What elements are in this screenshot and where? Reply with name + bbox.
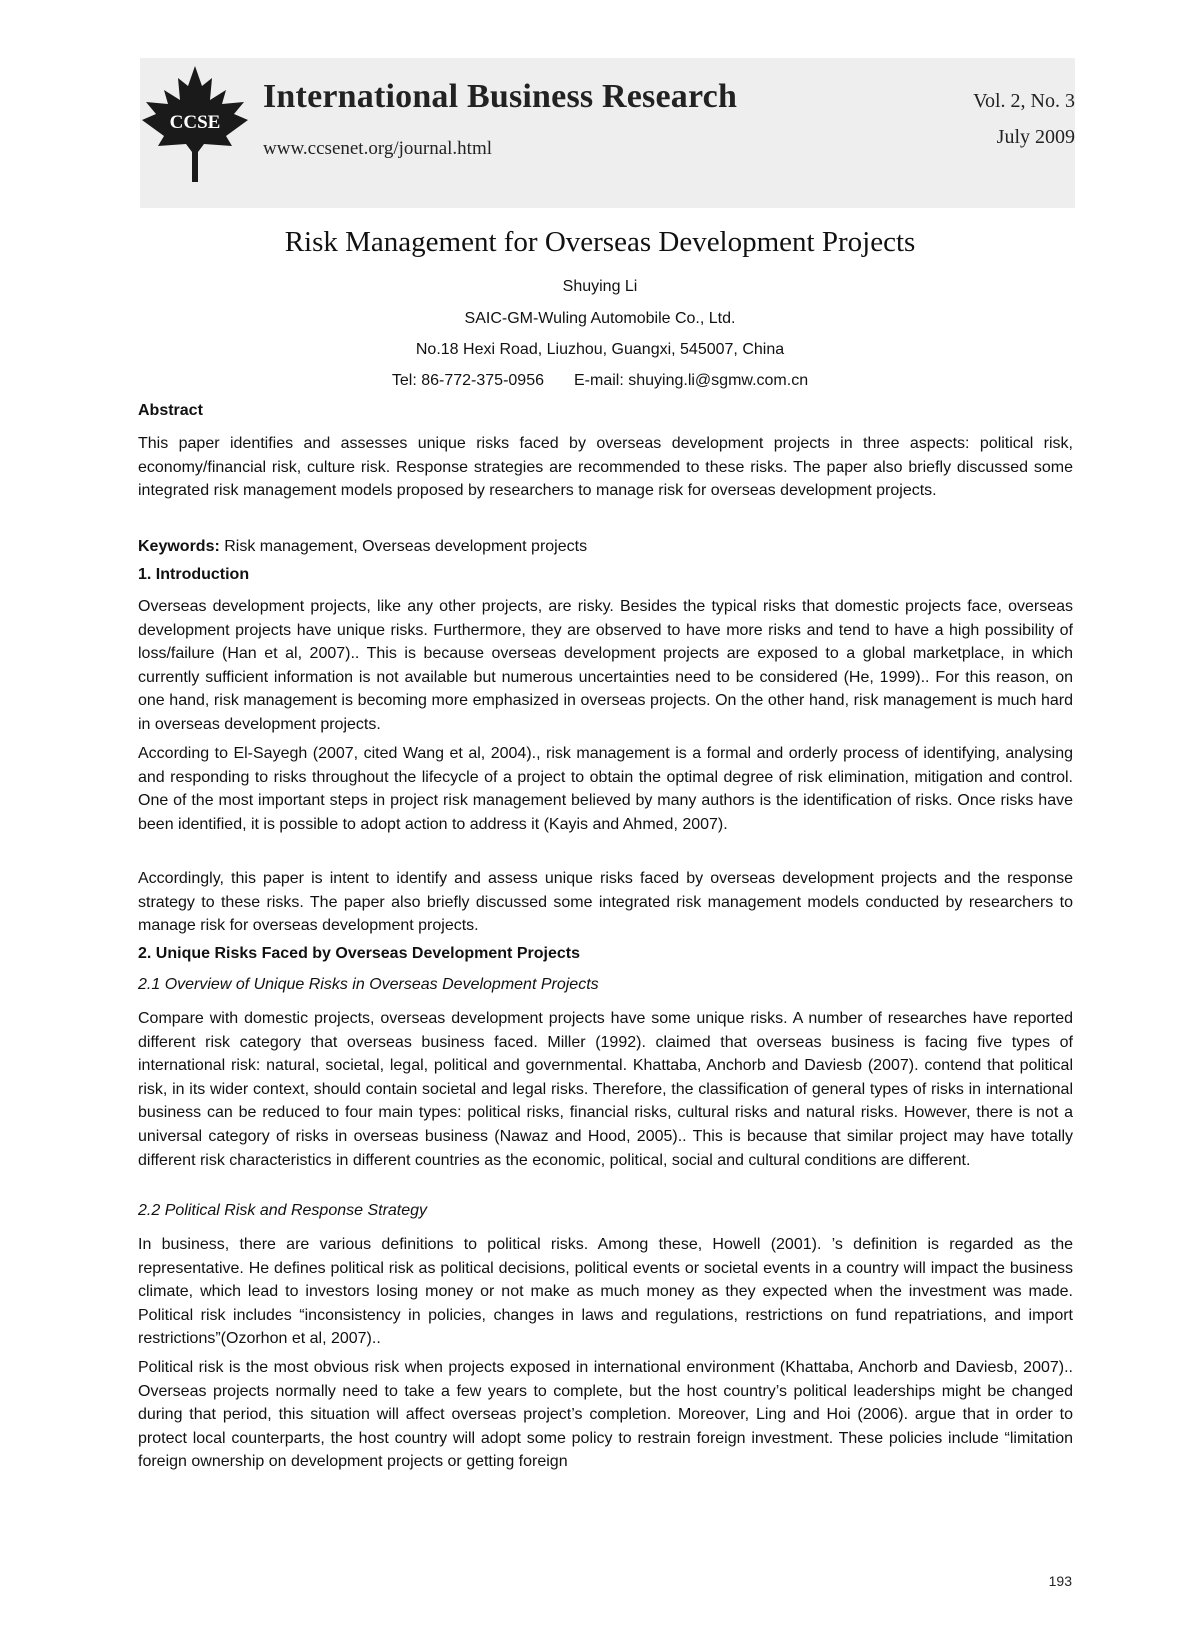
section-2-1-paragraph: Compare with domestic projects, overseas development projects have some unique risks. A number of researches have reported different risk category that overseas business faced. Miller (1992). claimed that overseas business is facing five types of international risk: natural, societal, legal, political and governmental. Khattaba, Anchorb and Daviesb (2007). contend that political risk, in its wider context, should contain societal and legal risks. Therefore, the classification of general types of risks in international business can be reduced to four main types: political risks, financial risks, cultural risks and natural risks. However, there is not a universal category of risks in overseas business (Nawaz and Hood, 2005).. This is because that similar project may have totally different risk characteristics in different countries as the economic, political, social and cultural conditions are different. — [138, 1010, 1073, 1169]
keywords-label: Keywords: — [138, 538, 220, 555]
author-tel: Tel: 86-772-375-0956 — [391, 372, 544, 389]
volume-issue: Vol. 2, No. 3 — [973, 90, 1075, 112]
author-contact — [0, 372, 1200, 390]
section-2-2-paragraph-1: In business, there are various definitions to political risks. Among these, Howell (2001). ’s definition is regarded as the representative. He defines political risk as political decisions, political events or societal events in a country will impact the business climate, which lead to investors losing money or not make as much money as they expected when the investment was made. Political risk includes “inconsistency in policies, changes in laws and regulations, restrictions on fund repatriations, and import restrictions”(Ozorhon et al, 2007).. — [138, 1236, 1073, 1348]
author-address: No.18 Hexi Road, Liuzhou, Guangxi, 545007, China — [415, 341, 785, 358]
page-number: 193 — [1048, 1573, 1072, 1589]
intro-paragraph-1: Overseas development projects, like any other projects, are risky. Besides the typical risks that domestic projects face, overseas development projects have unique risks. Furthermore, they are observed to have more risks and tend to have a high possibility of loss/failure (Han et al, 2007).. This is because overseas development projects are exposed to a global marketplace, in which currently sufficient information is not available but numerous uncertainties need to be considered (He, 1999).. For this reason, on one hand, risk management is becoming more emphasized in overseas projects. On the other hand, risk management is much hard in overseas development projects. — [138, 598, 1073, 733]
section-2-heading: 2. Unique Risks Faced by Overseas Development Projects — [138, 945, 580, 962]
intro-paragraph-2: According to El-Sayegh (2007, cited Wang et al, 2004)., risk management is a formal and orderly process of identifying, analysing and responding to risks throughout the lifecycle of a project to obtain the optimal degree of risk elimination, mitigation and control. One of the most important steps in project risk management believed by many authors is the identification of risks. Once risks have been identified, it is possible to adopt action to address it (Kayis and Ahmed, 2007). — [138, 745, 1073, 833]
logo-text: CCSE — [169, 112, 221, 133]
section-2-2-paragraph-2: Political risk is the most obvious risk when projects exposed in international environment (Khattaba, Anchorb and Daviesb, 2007).. Overseas projects normally need to take a few years to complete, but the host country’s political leaderships might be changed during that period, this situation will affect overseas project’s completion. Moreover, Ling and Hoi (2006). argue that in order to protect local counterparts, the host country will adopt some policy to restrain foreign investment. These policies include “limitation foreign ownership on development projects or getting foreign — [138, 1359, 1073, 1471]
author-email: E-mail: shuying.li@sgmw.com.cn — [574, 372, 809, 389]
intro-paragraph-3: Accordingly, this paper is intent to identify and assess unique risks faced by overseas development projects and the response strategy to these risks. The paper also briefly discussed some integrated risk management models conducted by researchers to manage risk for overseas development projects. — [138, 870, 1073, 935]
keywords — [138, 535, 1073, 559]
author-affiliation: SAIC-GM-Wuling Automobile Co., Ltd. — [464, 310, 736, 327]
keywords-text: Risk management, Overseas development projects — [219, 538, 588, 555]
abstract-body — [138, 432, 1073, 503]
journal-title: International Business Research — [263, 78, 738, 115]
maple-leaf-logo — [140, 64, 250, 184]
issue-date: July 2009 — [996, 126, 1075, 148]
section-2-2-heading: 2.2 Political Risk and Response Strategy — [138, 1202, 428, 1219]
author-name: Shuying Li — [562, 278, 638, 295]
section-2-1-heading: 2.1 Overview of Unique Risks in Overseas Development Projects — [138, 976, 599, 993]
paper-title: Risk Management for Overseas Development Projects — [284, 226, 916, 258]
section-1-heading: 1. Introduction — [138, 566, 250, 583]
abstract-heading: Abstract — [138, 402, 203, 419]
abstract-text: This paper identifies and assesses unique risks faced by overseas development projects in three aspects: political risk, economy/financial risk, culture risk. Response strategies are recommended to these risks. The paper also briefly discussed some integrated risk management models proposed by researchers to manage risk for overseas development projects. — [138, 435, 1073, 500]
journal-header — [140, 58, 1075, 208]
journal-url: www.ccsenet.org/journal.html — [263, 138, 493, 159]
